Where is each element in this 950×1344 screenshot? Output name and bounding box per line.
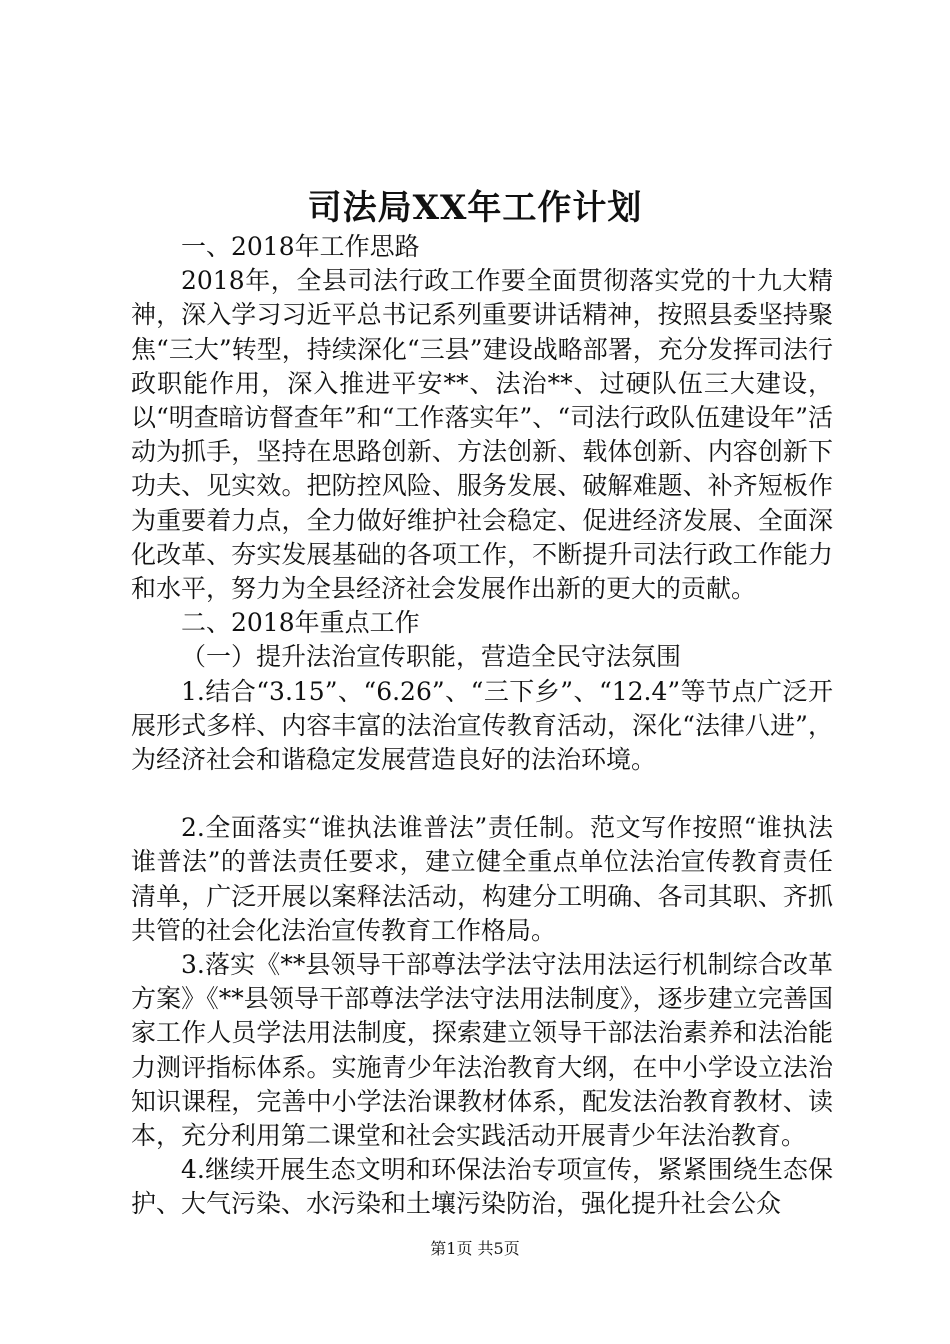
document-body xyxy=(131,230,833,1222)
list-item-2: 2.全面落实“谁执法谁普法”责任制。范文写作按照“谁执法谁普法”的普法责任要求，建立健全重点单位法治宣传教育责任清单，广泛开展以案释法活动，构建分工明确、各司其职、齐抓共管的社会化法治宣传教育工作格局。 xyxy=(131,813,833,945)
list-item-1: 1.结合“3.15”、“6.26”、“三下乡”、“12.4”等节点广泛开展形式多样、内容丰富的法治宣传教育活动，深化“法律八进”，为经济社会和谐稳定发展营造良好的法治环境。 xyxy=(131,676,833,775)
document-title: 司法局XX年工作计划 xyxy=(307,188,643,228)
paragraph-work-idea: 2018年，全县司法行政工作要全面贯彻落实党的十九大精神，深入学习习近平总书记系列重要讲话精神，按照县委坚持聚焦“三大”转型，持续深化“三县”建设战略部署，充分发挥司法行政职能作用，深入推进平安**、法治**、过硬队伍三大建设，以“明查暗访督查年”和“工作落实年”、“司法行政队伍建设年”活动为抓手，坚持在思路创新、方法创新、载体创新、内容创新下功夫、见实效。把防控风险、服务发展、破解难题、补齐短板作为重要着力点，全力做好维护社会稳定、促进经济发展、全面深化改革、夯实发展基础的各项工作，不断提升司法行政工作能力和水平，努力为全县经济社会发展作出新的更大的贡献。 xyxy=(131,266,833,604)
subsection-heading-1: （一）提升法治宣传职能，营造全民守法氛围 xyxy=(181,642,682,672)
list-item-3: 3.落实《**县领导干部尊法学法守法用法运行机制综合改革方案》《**县领导干部尊法学法守法用法制度》，逐步建立完善国家工作人员学法用法制度，探索建立领导干部法治素养和法治能力测评指标体系。实施青少年法治教育大纲，在中小学设立法治知识课程，完善中小学法治课教材体系，配发法治教育教材、读本，充分利用第二课堂和社会实践活动开展青少年法治教育。 xyxy=(131,950,833,1151)
page-number-footer: 第1页 共5页 xyxy=(430,1239,520,1258)
section-heading-2: 二、2018年重点工作 xyxy=(181,608,420,638)
list-item-4: 4.继续开展生态文明和环保法治专项宣传，紧紧围绕生态保护、大气污染、水污染和土壤污染防治，强化提升社会公众 xyxy=(131,1155,833,1219)
section-heading-1: 一、2018年工作思路 xyxy=(181,232,420,261)
